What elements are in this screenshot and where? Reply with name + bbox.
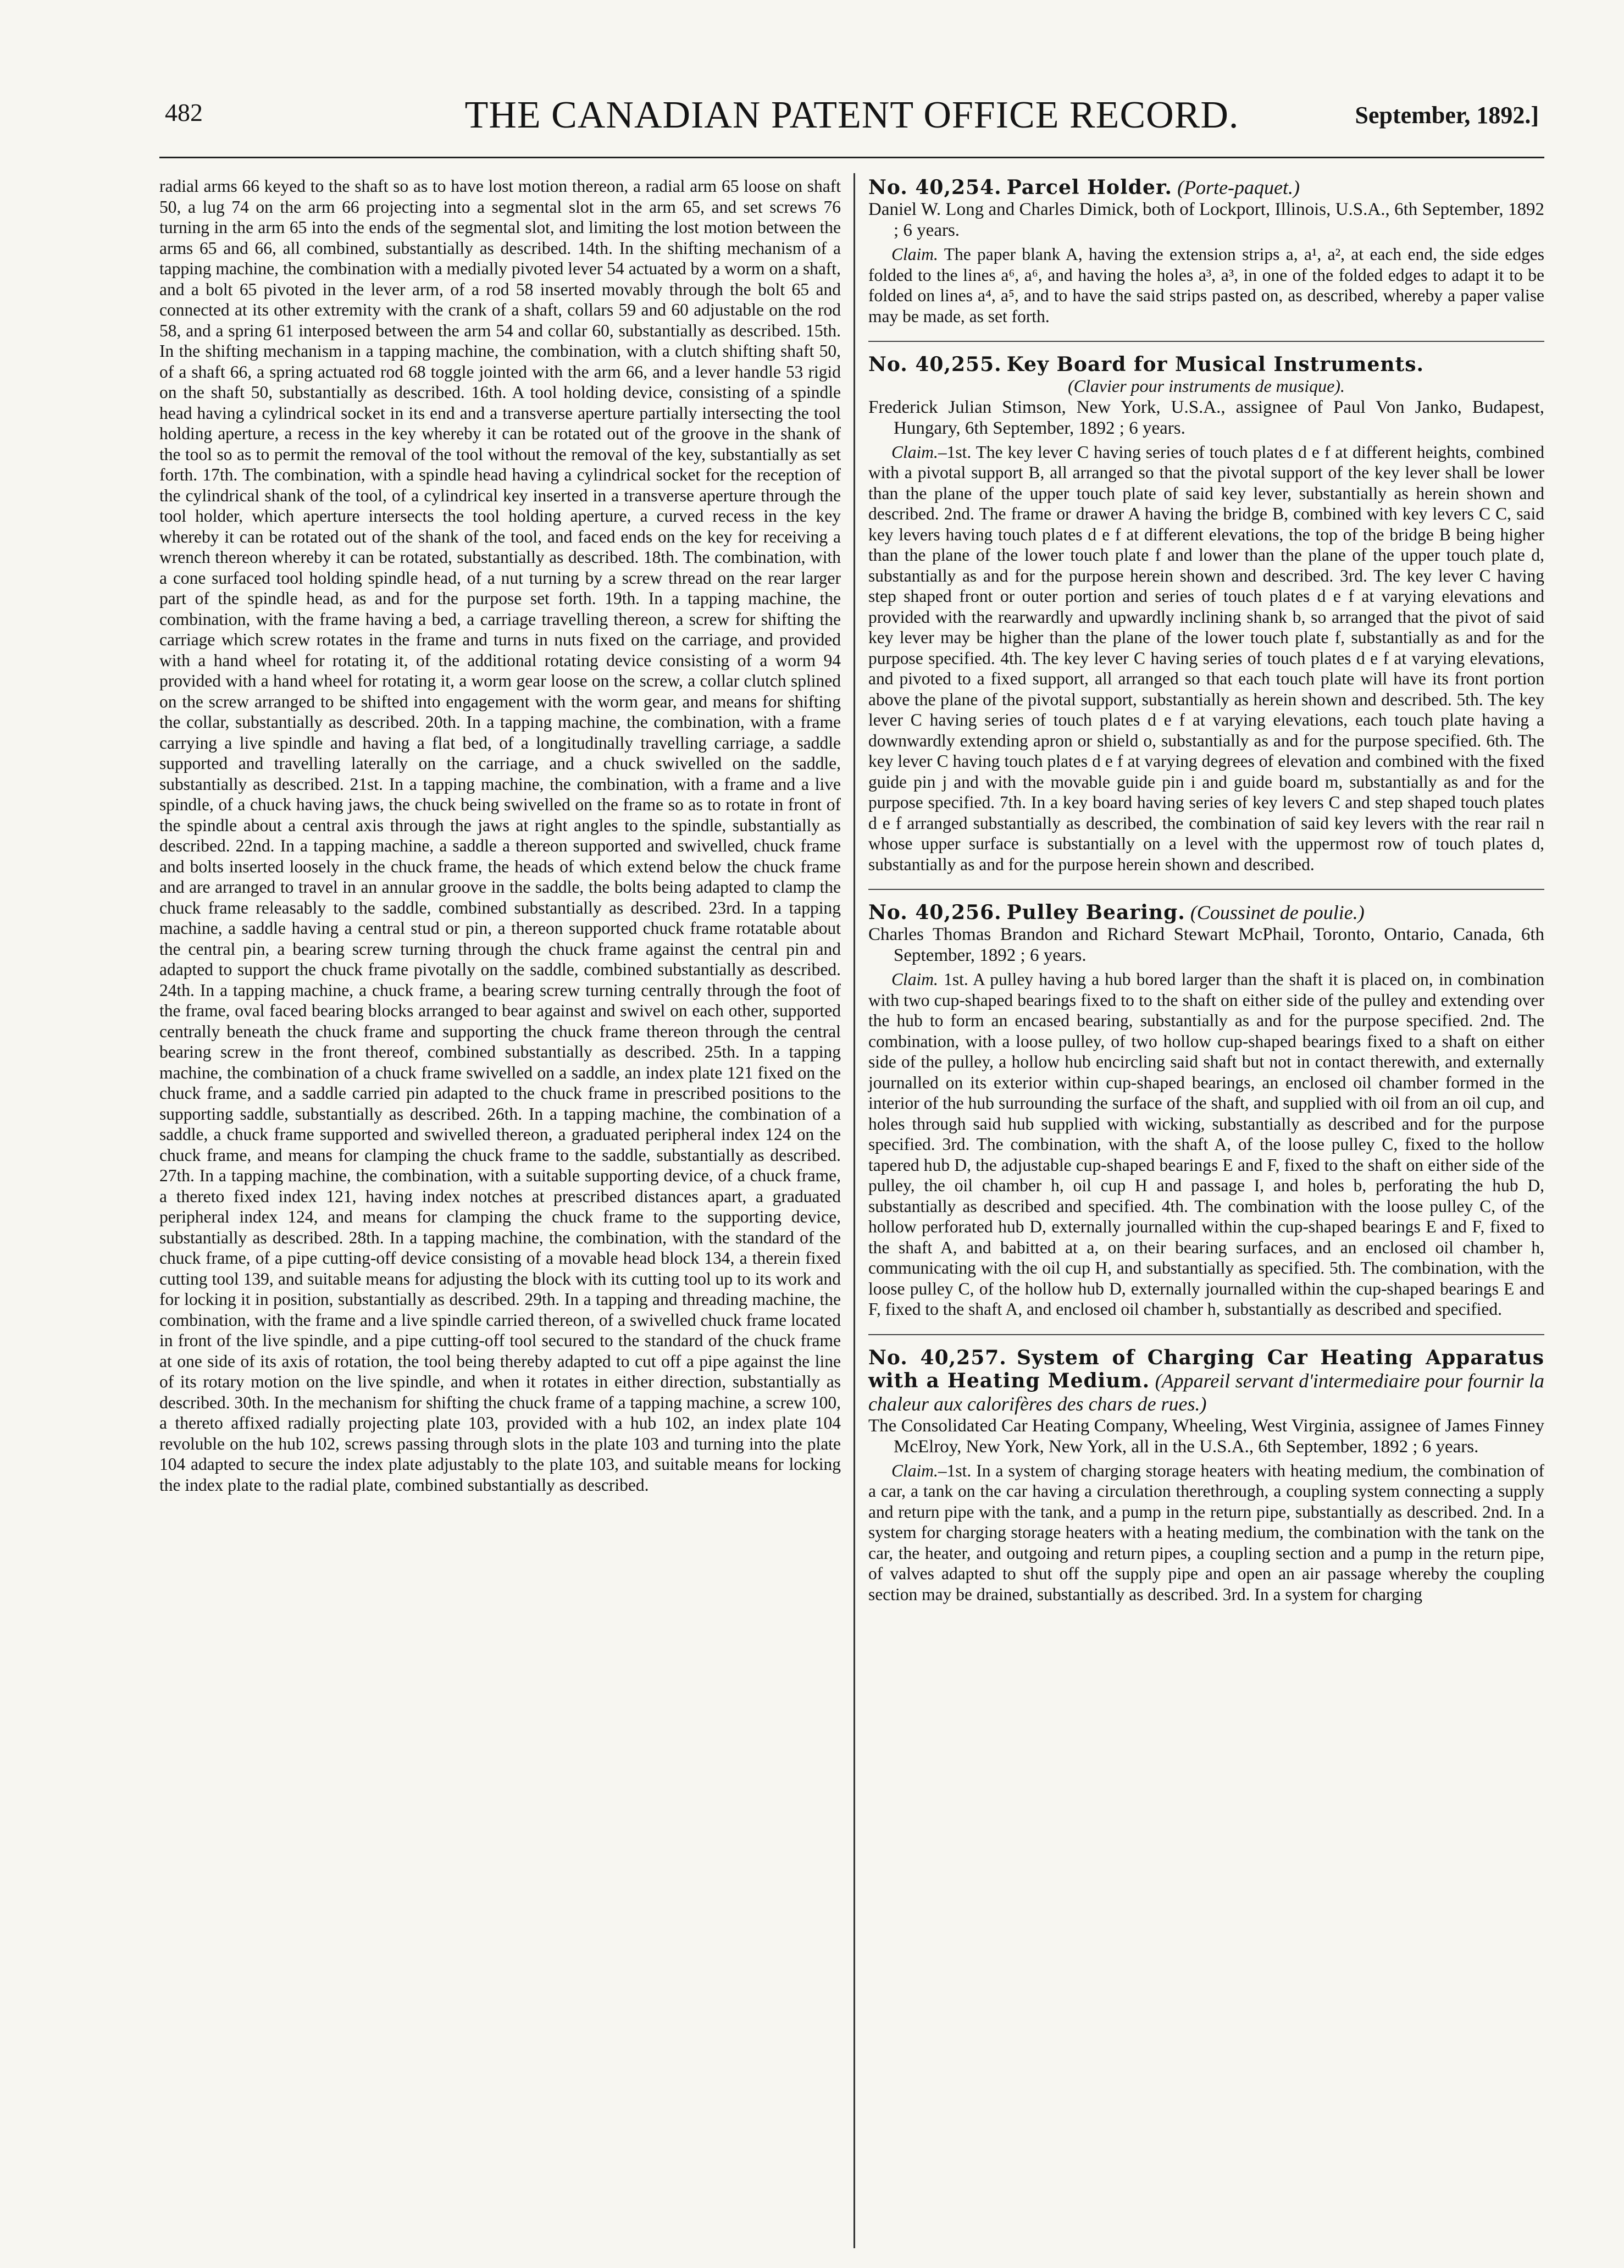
french-title: (Porte-paquet.) xyxy=(1177,176,1300,198)
right-column xyxy=(868,176,1544,1619)
entry-heading xyxy=(868,1346,1544,1415)
entry-separator xyxy=(868,341,1544,342)
patent-entry-40255 xyxy=(868,353,1544,875)
claim-text xyxy=(868,244,1544,327)
patent-entry-40256 xyxy=(868,901,1544,1320)
french-title: (Coussinet de poulie.) xyxy=(1190,901,1365,923)
grantee-line: The Consolidated Car Heating Company, Wheeling, West Virginia, assignee of James Finney McElroy, New York, New York, all in the U.S.A., 6th September, 1892 ; 6 years. xyxy=(868,1415,1544,1457)
continued-claims-text: radial arms 66 keyed to the shaft so as to have lost motion thereon, a radial arm 65 loose on shaft 50, a lug 74 on the arm 66 projecting into a segmental slot in the arm 65, and set screws 76 turning in the arm 65 into the ends of the segmental slot, and limiting the lost motion between the arms 65 and 66, all combined, substantially as described. 14th. In the shifting mechanism of a tapping machine, the combination with a medially pivoted lever 54 actuated by a worm on a shaft, and a bolt 65 pivoted in the lever arm, of a rod 58 inserted movably through the bolt 65 and connected at its other extremity with the crank of a shaft, collars 59 and 60 adjustable on the rod 58, and a spring 61 interposed between the arm 54 and collar 60, substantially as described. 15th. In the shifting mechanism in a tapping machine, the combination, with a clutch shifting shaft 50, of a shaft 66, a spring actuated rod 68 toggle jointed with the arm 66, and a lever handle 53 rigid on the shaft 50, substantially as described. 16th. A tool holding device, consisting of a spindle head having a cylindrical socket in its end and a transverse aperture partially intersecting the tool holding aperture, a recess in the key whereby it can be rotated out of the groove in the shank of the tool so as to permit the removal of the tool without the removal of the key, substantially as set forth. 17th. The combination, with a spindle head having a cylindrical socket for the reception of the cylindrical shank of the tool, of a cylindrical key inserted in a transverse aperture through the tool holder, which aperture intersects the tool holding aperture, a curved recess in the key whereby it can be rotated out of the shank of the tool, and faced ends on the key for receiving a wrench thereon whereby it can be rotated, substantially as described. 18th. The combination, with a cone surfaced tool holding spindle head, of a nut turning by a screw thread on the rear larger part of the spindle head, as and for the purpose set forth. 19th. In a tapping machine, the combination, with the frame having a bed, a carriage travelling thereon, a screw for shifting the carriage which screw rotates in the frame and turns in nuts fixed on the carriage, and provided with a hand wheel for rotating it, of the additional rotating device consisting of a worm 94 provided with a hand wheel for rotating it, a worm gear loose on the screw, a collar clutch splined on the screw arranged to be shifted into engagement with the worm gear, and means for shifting the collar, substantially as described. 20th. In a tapping machine, the combination, with a frame carrying a live spindle and having a flat bed, of a longitudinally travelling carriage, a saddle supported and travelling laterally on the carriage, and a chuck swivelled on the saddle, substantially as described. 21st. In a tapping machine, the combination, with a frame and a live spindle, of a chuck having jaws, the chuck being swivelled on the frame so as to rotate in front of the spindle about a central axis through the jaws at right angles to the spindle, substantially as described. 22nd. In a tapping machine, a saddle a thereon supported and swivelled, chuck frame and bolts inserted loosely in the chuck frame, the heads of which extend below the chuck frame and are arranged to travel in an annular groove in the saddle, the bolts being adapted to clamp the chuck frame releasably to the saddle, combined substantially as described. 23rd. In a tapping machine, a saddle having a central stud or pin, a thereon supported chuck frame rotatable about the central pin, a bearing screw turning through the chuck frame against the central pin and adapted to support the chuck frame pivotally on the saddle, combined substantially as described. 24th. In a tapping machine, a chuck frame, a bearing screw turning centrally through the foot of the frame, oval faced bearing blocks arranged to bear against and swivel on each other, supported centrally beneath the chuck frame and supporting the chuck frame thereon through the central bearing screw in the front thereof, combined substantially as described. 25th. In a tapping machine, the combination of a chuck frame swivelled on a saddle, an index plate 121 fixed on the chuck frame, and a saddle carried pin adapted to the chuck frame in prescribed positions to the supporting saddle, substantially as described. 26th. In a tapping machine, the combination of a saddle, a chuck frame supported and swivelled thereon, a graduated peripheral index 124 on the chuck frame, and means for clamping the chuck frame to the saddle, substantially as described. 27th. In a tapping machine, the combination, with a suitable supporting device, of a chuck frame, a thereto fixed index 121, having index notches at prescribed distances apart, a graduated peripheral index 124, and means for clamping the chuck frame to the supporting device, substantially as described. 28th. In a tapping machine, the combination, with the standard of the chuck frame, of a pipe cutting-off device consisting of a movable head block 134, a therein fixed cutting tool 139, and suitable means for adjusting the block with its cutting tool up to its work and for locking it in position, substantially as described. 29th. In a tapping and threading machine, the combination, with the frame and a live spindle carried thereon, of a swivelled chuck frame located in front of the live spindle, and a pipe cutting-off tool secured to the standard of the chuck frame at one side of its axis of rotation, the tool being thereby adapted to cut off a pipe against the line of its rotary motion on the live spindle, and when it rotates in either direction, substantially as described. 30th. In the mechanism for shifting the chuck frame of a tapping machine, a screw 100, a thereto affixed radially projecting plate 103, provided with a hub 102, an index plate 104 revoluble on the hub 102, screws passing through slots in the plate 103 and turning into the plate 104 adapted to secure the index plate adjustably to the plate 103, and suitable means for locking the index plate to the radial plate, combined substantially as described. xyxy=(159,176,841,1495)
claim-body: –1st. The key lever C having series of touch plates d e f at different heights, combined with a pivotal support B, all arranged so that the pivotal support of the key lever shall be lower than the plane of the upper touch plate of said key lever, substantially as herein shown and described. 2nd. The frame or drawer A having the bridge B, combined with key levers C C, said key levers having touch plates d e f at different elevations, the top of the bridge B being higher than the plane of the lower touch plate f and lower than the plane of the upper touch plate d, substantially as and for the purpose herein shown and described. 3rd. The key lever C having step shaped front or outer portion and series of touch plates d e f at varying elevations and provided with the rearwardly and upwardly inclining shank b, so arranged that the pivot of said key lever may be higher than the plane of the lower touch plate f, substantially as and for the purpose specified. 4th. The key lever C having series of touch plates d e f at varying elevations, and pivoted to a fixed support, all arranged so that each touch plate will have its front portion above the plane of the pivotal support, substantially as herein shown and described. 5th. The key lever C having series of touch plates d e f at varying elevations, each touch plate having a downwardly extending apron or shield o, substantially as and for the purpose specified. 6th. The key lever C having touch plates d e f at varying degrees of elevation and combined with the fixed guide pin j and with the movable guide pin i and guide board m, substantially as and for the purpose specified. 7th. In a key board having series of key levers C and step shaped touch plates d e f arranged substantially as described, the combination of said key levers with the rear rail n whose upper surface is substantially on a level with the uppermost row of touch plates d, substantially as and for the purpose herein shown and described. xyxy=(868,442,1544,874)
patent-title: Key Board for Musical Instruments. xyxy=(1006,353,1425,376)
page-header xyxy=(165,93,1539,137)
claim-label: Claim. xyxy=(891,245,938,264)
grantee-line: Daniel W. Long and Charles Dimick, both of Lockport, Illinois, U.S.A., 6th September, 1892 ; 6 years. xyxy=(868,200,1544,240)
claim-text xyxy=(868,442,1544,875)
patent-entry-40257 xyxy=(868,1346,1544,1605)
patent-number: No. 40,255. xyxy=(868,353,1002,376)
page-number: 482 xyxy=(165,98,203,126)
patent-entry-40254 xyxy=(868,176,1544,327)
patent-number: No. 40,256. xyxy=(868,901,1002,924)
french-title: (Appareil servant d'intermediaire pour fournir la chaleur aux calorifères des chars de rues.) xyxy=(868,1369,1544,1415)
entry-separator xyxy=(868,889,1544,890)
patent-number: No. 40,254. xyxy=(868,176,1002,199)
claim-text xyxy=(868,1461,1544,1605)
patent-number: No. 40,257. xyxy=(868,1346,1007,1369)
grantee-line: Frederick Julian Stimson, New York, U.S.A., assignee of Paul Von Janko, Budapest, Hungary, 6th September, 1892 ; 6 years. xyxy=(868,397,1544,438)
left-column xyxy=(159,176,841,1495)
french-title: (Clavier pour instruments de musique). xyxy=(1068,376,1345,396)
claim-body: 1st. A pulley having a hub bored larger than the shaft it is placed on, in combination with two cup-shaped bearings fixed to to the shaft on either side of the pulley and extending over the hub to form an encased bearing, substantially as and for the purpose specified. 2nd. The combination, with a loose pulley, of two hollow cup-shaped bearings fixed to a shaft on either side of the pulley, a hollow hub encircling said shaft but not in contact therewith, and externally journalled on its exterior within cup-shaped bearings, an enclosed oil chamber formed in the interior of the hub surrounding the surface of the shaft, and supplied with oil from an oil cup, and holes through said hub supplied with wicking, substantially as described and for the purpose specified. 3rd. The combination, with the shaft A, of the loose pulley C, fixed to the hollow tapered hub D, the adjustable cup-shaped bearings E and F, fixed to the shaft on either side of the pulley, the oil chamber h, oil cup H and passage I, and holes b, perforating the hub D, substantially as described and specified. 4th. The combination with the loose pulley C, of the hollow perforated hub D, externally journalled within the cup-shaped bearings E and F, fixed to the shaft A, and babitted at a, on their bearing surfaces, and an enclosed oil chamber h, communicating with the oil cup H, and substantially as specified. 5th. The combination, with the loose pulley C, of the hollow hub D, externally journalled within the cup-shaped bearings E and F, fixed to the shaft A, and enclosed oil chamber h, substantially as described and specified. xyxy=(868,970,1544,1319)
patent-title: System of Charging Car Heating Apparatus with a Heating Medium. xyxy=(868,1346,1545,1392)
header-rule xyxy=(159,157,1544,158)
claim-label: Claim. xyxy=(891,1461,938,1480)
running-title: THE CANADIAN PATENT OFFICE RECORD. xyxy=(464,94,1239,136)
column-divider xyxy=(853,173,855,2248)
issue-date: September, 1892.] xyxy=(1355,102,1539,129)
claim-body: The paper blank A, having the extension strips a, a¹, a², at each end, the side edges folded to the lines a⁶, a⁶, and having the holes a³, a³, in one of the folded edges to adapt it to be folded on lines a⁴, a⁵, and to have the said strips pasted on, as described, whereby a paper valise may be made, as set forth. xyxy=(868,245,1544,326)
claim-label: Claim. xyxy=(891,442,938,462)
claim-label: Claim. xyxy=(891,970,938,989)
claim-body: –1st. In a system of charging storage heaters with heating medium, the combination of a car, a tank on the car having a circulation therethrough, a coupling system connecting a supply and return pipe with the tank, and a pump in the return pipe, substantially as described. 2nd. In a system for charging storage heaters with a heating medium, the combination with the tank on the car, the heater, and outgoing and return pipes, a coupling section and a pump in the return pipe, of valves adapted to shut off the supply pipe and open an air passage whereby the coupling section may be drained, substantially as described. 3rd. In a system for charging xyxy=(868,1461,1544,1604)
grantee-line: Charles Thomas Brandon and Richard Stewart McPhail, Toronto, Ontario, Canada, 6th September, 1892 ; 6 years. xyxy=(868,925,1544,965)
patent-title: Pulley Bearing. xyxy=(1006,901,1185,924)
entry-separator xyxy=(868,1334,1544,1335)
patent-title: Parcel Holder. xyxy=(1006,176,1173,199)
entry-heading xyxy=(868,353,1544,376)
entry-heading xyxy=(868,176,1544,199)
entry-heading xyxy=(868,901,1544,924)
claim-text xyxy=(868,969,1544,1320)
